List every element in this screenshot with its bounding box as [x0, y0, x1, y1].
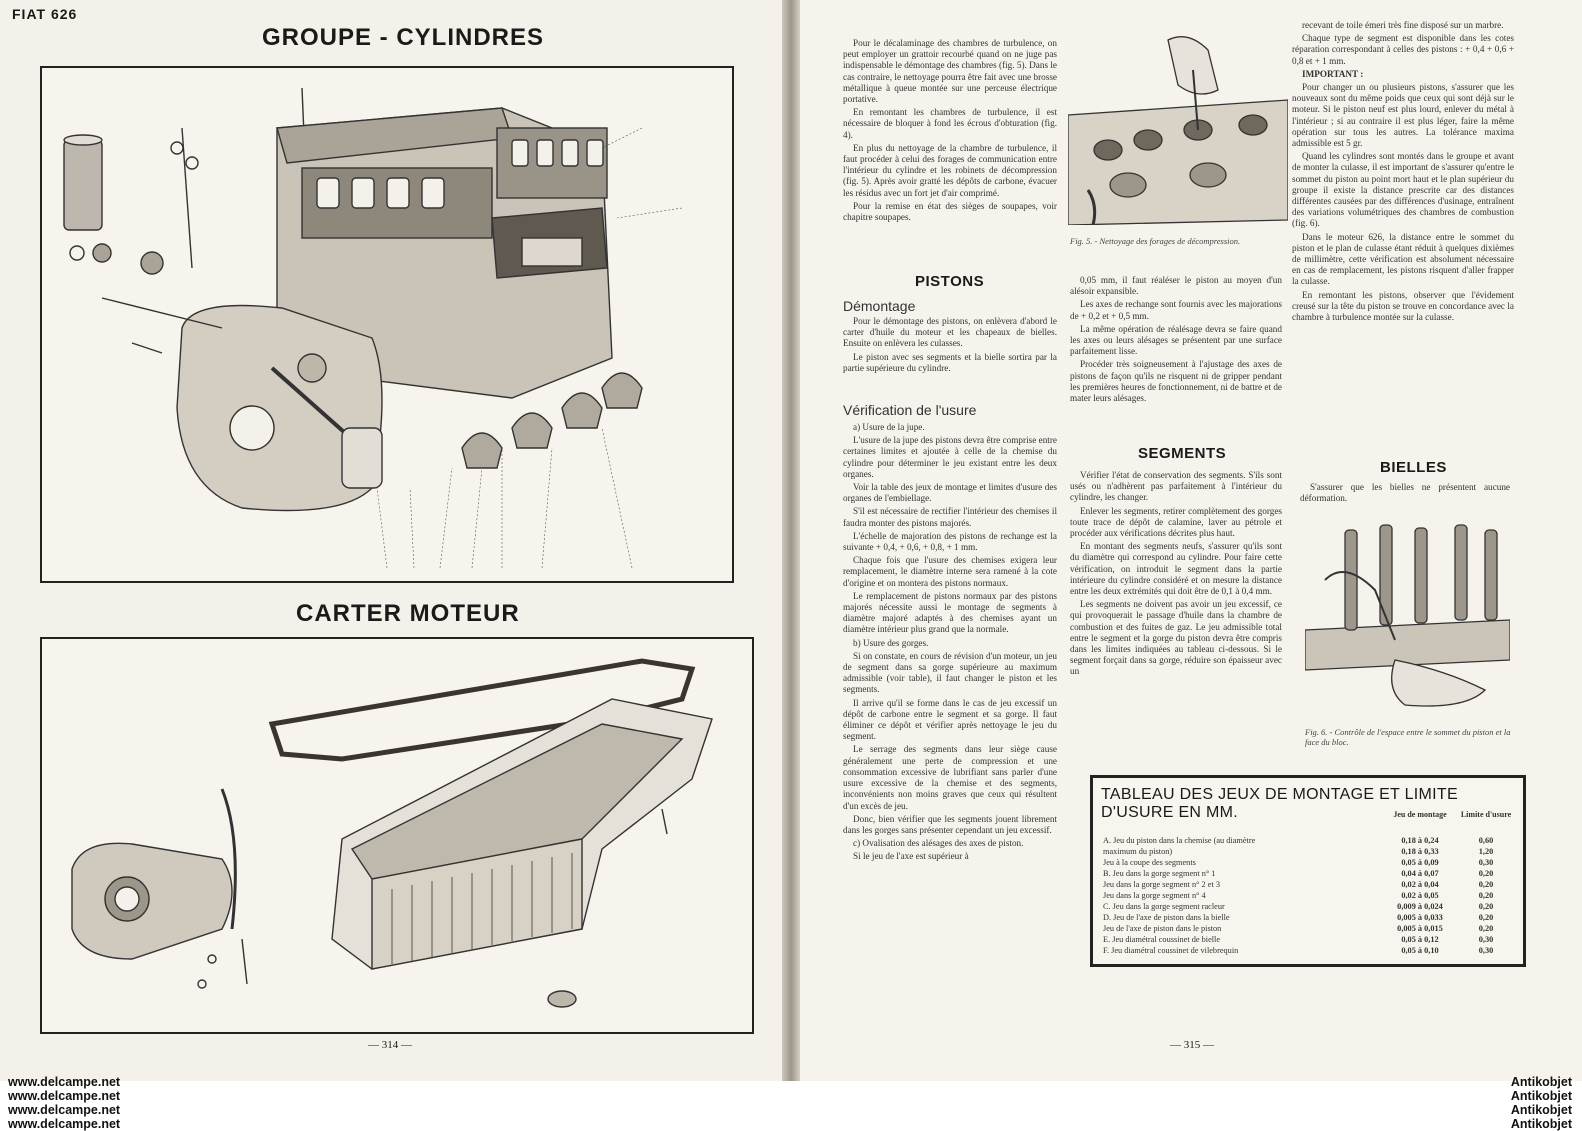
table-row — [1103, 858, 1513, 869]
heading-demontage: Démontage — [843, 298, 916, 314]
row-jeu: 0,18 à 0,33 — [1401, 847, 1439, 856]
watermark-right — [1511, 1075, 1572, 1131]
row-label: B. Jeu dans la gorge segment n° 1 — [1103, 869, 1216, 878]
row-limite: 0,30 — [1478, 935, 1494, 944]
row-jeu: 0,04 à 0,07 — [1401, 869, 1439, 878]
paragraph: Le remplacement de pistons normaux par des pistons majorés nécessite aussi le montage de segments à diamètre majoré adaptés à des chemises ayant un diamètre intérieur plus grand que la normale. — [843, 590, 1057, 635]
table-row — [1103, 935, 1513, 946]
paragraph: En remontant les pistons, observer que l'évidement creusé sur la tête du piston se trouve en concordance avec la chambre à turbulence montée sur la culasse. — [1292, 289, 1514, 323]
table-row — [1103, 946, 1513, 957]
row-limite: 0,20 — [1478, 924, 1494, 933]
paragraph: S'assurer que les bielles ne présentent aucune déformation. — [1300, 482, 1510, 504]
demontage-text — [843, 316, 1057, 376]
row-label: D. Jeu de l'axe de piston dans la bielle — [1103, 913, 1230, 922]
paragraph: b) Usure des gorges. — [853, 637, 929, 648]
table-row — [1103, 891, 1513, 902]
table-row — [1103, 847, 1513, 858]
paragraph: En montant des segments neufs, s'assurer qu'ils sont du diamètre qui correspond au cylindre. Pour faire cette vérification, on introduit le segment dans la partie intérieure du cylindre considéré et on mesure la distance entre les deux extrémités qui doit être de 0,1 à 0,4 mm. — [1070, 541, 1282, 597]
row-label: Jeu de l'axe de piston dans le piston — [1103, 924, 1222, 933]
row-label: F. Jeu diamétral coussinet de vilebrequin — [1103, 946, 1239, 955]
fig6-illustration — [1305, 520, 1510, 720]
page-number-314: — 314 — — [368, 1039, 412, 1051]
paragraph: S'il est nécessaire de rectifier l'intérieur des chemises il faudra monter des pistons majorés. — [843, 506, 1057, 528]
paragraph: a) Usure de la jupe. — [853, 422, 925, 432]
paragraph: Le serrage des segments dans leur siège cause généralement une perte de compression et une consommation excessive de lubrifiant sans parler d'une usure excessive de la chemise et des segments, inconvénients non moins graves que ceux qui résultent d'un excès de jeu. — [843, 744, 1057, 811]
paragraph: Les segments ne doivent pas avoir un jeu excessif, ce qui provoquerait le passage d'huile dans la chambre de combustion et des fuites de gaz. Le jeu admissible total entre le segment et la gorge du piston devra être compris dans les limites indiquées au tableau ci-dessous. Si le segment forçait dans sa gorge, réduire son épaisseur avec un — [1070, 599, 1282, 677]
heading-bielles: BIELLES — [1380, 459, 1447, 476]
table-row — [1103, 913, 1513, 924]
row-jeu: 0,05 à 0,12 — [1401, 935, 1439, 944]
row-limite: 0,30 — [1478, 946, 1494, 955]
paragraph: En plus du nettoyage de la chambre de turbulence, il faut procéder à celui des forages de communication entre l'intérieur du cylindre et les robinets de décompression (fig. 5). Après avoir gratté les dépôts de carbone, évacuer les résidus avec un fort jet d'air comprimé. — [843, 142, 1057, 198]
table-header-limite-usure: Limite d'usure — [1460, 810, 1512, 819]
paragraph: Quand les cylindres sont montés dans le groupe et avant de monter la culasse, il est important de s'assurer qu'entre le sommet du piston au point mort haut et le plan supérieur du groupe il existe la distance prescrite car des distances différentes causées par des différences d'usinage, entraînent des variations volumétriques des chambres de combustion (fig. 6). — [1292, 151, 1514, 229]
heading-pistons: PISTONS — [915, 273, 985, 290]
row-jeu: 0,18 à 0,24 — [1401, 836, 1439, 845]
row-label: A. Jeu du piston dans la chemise (au diamètre — [1103, 836, 1256, 845]
row-limite: 0,20 — [1478, 869, 1494, 878]
watermark-line: www.delcampe.net — [8, 1117, 121, 1131]
title-carter-moteur: CARTER MOTEUR — [296, 600, 520, 627]
row-limite: 0,20 — [1478, 902, 1494, 911]
watermark-footer — [0, 1075, 1582, 1131]
paragraph: L'échelle de majoration des pistons de rechange est la suivante + 0,4, + 0,6, + 0,8, + 1 mm. — [843, 530, 1057, 553]
watermark-line: Antikobjet — [1510, 1089, 1572, 1103]
paragraph: Enlever les segments, retirer complètement des gorges toute trace de dépôt de calamine, laver au pétrole et procéder aux vérifications décrites plus haut. — [1070, 505, 1282, 539]
paragraph: Le piston avec ses segments et la bielle sortira par la partie supérieure du cylindre. — [843, 351, 1057, 373]
tolerance-table — [1090, 775, 1526, 967]
paragraph: Vérifier l'état de conservation des segments. S'ils sont usés ou n'adhèrent pas parfaitement à l'intérieur du cylindre, les changer. — [1070, 470, 1282, 503]
left-page — [0, 0, 782, 1081]
paragraph: Pour changer un ou plusieurs pistons, s'assurer que les nouveaux sont du même poids que ceux qui sont déjà sur le moteur. Si le piston neuf est plus lourd, enlever du métal à l'intérieur ; si au contraire il est plus léger, faire la même opération sur tous les autres. La tolérance maxima admissible est 5 gr. — [1292, 82, 1514, 149]
row-label: Jeu dans la gorge segment n° 4 — [1103, 891, 1206, 900]
paragraph: Si le jeu de l'axe est supérieur à — [853, 851, 969, 862]
paragraph: Dans le moteur 626, la distance entre le sommet du piston et le plan de culasse étant réduit à quelques dixièmes de millimètre, cette vérification est absolument nécessaire en cas de remplacement, les pistons risquent d'aller frapper la culasse. — [1292, 231, 1514, 287]
table-row — [1103, 902, 1513, 913]
table-row — [1103, 880, 1513, 891]
book-gutter — [782, 0, 800, 1081]
row-jeu: 0,005 à 0,015 — [1397, 924, 1443, 933]
table-title: TABLEAU DES JEUX DE MONTAGE ET LIMITE D'USURE EN MM. — [1101, 786, 1458, 821]
row-jeu: 0,02 à 0,05 — [1401, 891, 1439, 900]
table-row — [1103, 924, 1513, 935]
watermark-line: www.delcampe.net — [8, 1103, 121, 1117]
watermark-line: www.delcampe.net — [8, 1089, 121, 1103]
paragraph: Il arrive qu'il se forme dans le cas de jeu excessif un dépôt de carbone entre le segment et sa gorge. Il faut éliminer ce dépôt et vérifier après nettoyage le jeu du segment. — [843, 697, 1057, 742]
running-header: FIAT 626 — [12, 6, 78, 22]
paragraph: recevant de toile émeri très fine disposé sur un marbre. — [1302, 20, 1504, 30]
paragraph: En remontant les chambres de turbulence, il est nécessaire de bloquer à fond les écrous d'obturation (fig. 4). — [843, 107, 1057, 140]
column2-text — [1070, 275, 1282, 406]
paragraph: Pour le décalaminage des chambres de turbulence, on peut employer un grattoir recourbé quand on ne juge pas indispensable le démontage des chambres (fig. 5). Dans le cas contraire, le nettoyage pourra être fait avec une brosse métallique à queue montée sur une perceuse électrique portative. — [843, 38, 1057, 105]
table-header-jeu-montage: Jeu de montage — [1393, 810, 1447, 819]
oil-pan-drawing — [42, 639, 752, 1032]
paragraph: La même opération de réalésage devra se faire quand les axes ou leurs alésages se présentent par une surface parfaitement lisse. — [1070, 323, 1282, 357]
row-label: E. Jeu diamétral coussinet de bielle — [1103, 935, 1221, 944]
row-label: Jeu dans la gorge segment n° 2 et 3 — [1103, 880, 1220, 889]
usure-text — [843, 422, 1057, 1032]
paragraph: Voir la table des jeux de montage et limites d'usure des organes de l'embiellage. — [843, 482, 1057, 504]
fig5-caption: Fig. 5. - Nettoyage des forages de décompression. — [1070, 236, 1241, 246]
row-label: Jeu à la coupe des segments — [1103, 858, 1196, 867]
row-limite: 1,20 — [1478, 847, 1494, 856]
table-row — [1103, 869, 1513, 880]
row-jeu: 0,005 à 0,033 — [1397, 913, 1443, 922]
fig6-caption: Fig. 6. - Contrôle de l'espace entre le sommet du piston et la face du bloc. — [1305, 727, 1511, 747]
heading-verification-usure: Vérification de l'usure — [843, 402, 977, 418]
row-jeu: 0,05 à 0,10 — [1401, 946, 1439, 955]
column3-text — [1292, 20, 1514, 450]
bielles-text — [1300, 482, 1510, 506]
paragraph: Pour la remise en état des sièges de soupapes, voir chapitre soupapes. — [843, 200, 1057, 223]
row-jeu: 0,02 à 0,04 — [1401, 880, 1439, 889]
page-number-315: — 315 — — [1170, 1039, 1214, 1051]
paragraph: Pour le démontage des pistons, on enlèvera d'abord le carter d'huile du moteur et les chapeaux de bielles. Ensuite on enlèvera les culasses. — [843, 316, 1057, 349]
paragraph: L'usure de la jupe des pistons devra être comprise entre certaines limites et ajoutée à celle de la chemise du cylindre pour déterminer le jeu existant entre les deux organes. — [843, 435, 1057, 479]
paragraph: Donc, bien vérifier que les segments jouent librement dans les gorges sans présenter cependant un jeu excessif. — [843, 813, 1057, 835]
row-limite: 0,60 — [1478, 836, 1494, 845]
figure-carter-moteur — [40, 637, 754, 1034]
row-limite: 0,20 — [1478, 880, 1494, 889]
fig5-illustration — [1068, 30, 1288, 225]
paragraph: IMPORTANT : — [1302, 68, 1364, 79]
engine-block-drawing — [42, 68, 732, 581]
row-jeu: 0,009 à 0,024 — [1397, 902, 1443, 911]
paragraph: Chaque fois que l'usure des chemises exigera leur remplacement, le diamètre interne sera ramené à la cote d'origine et on montera des pistons normaux. — [843, 555, 1057, 588]
segments-text — [1070, 470, 1282, 760]
title-groupe-cylindres: GROUPE - CYLINDRES — [262, 24, 545, 51]
row-jeu: 0,05 à 0,09 — [1401, 858, 1439, 867]
watermark-left — [8, 1075, 120, 1131]
watermark-line: Antikobjet — [1510, 1117, 1572, 1131]
intro-column — [843, 38, 1057, 225]
paragraph: Chaque type de segment est disponible dans les cotes réparation correspondant à celles des pistons : + 0,4 + 0,6 + 0,8 et + 1 mm. — [1292, 33, 1514, 66]
watermark-line: Antikobjet — [1510, 1103, 1572, 1117]
row-label: C. Jeu dans la gorge segment racleur — [1103, 902, 1225, 911]
row-limite: 0,30 — [1478, 858, 1494, 867]
paragraph: c) Ovalisation des alésages des axes de piston. — [853, 838, 1024, 849]
row-limite: 0,20 — [1478, 913, 1494, 922]
watermark-line: Antikobjet — [1510, 1075, 1572, 1089]
paragraph: Procéder très soigneusement à l'ajustage des axes de pistons de façon qu'ils ne risquent ni de gripper pendant les premières heures de fonctionnement, ni de battre et de mater leurs alésages. — [1070, 359, 1282, 404]
paragraph: Les axes de rechange sont fournis avec les majorations de + 0,2 et + 0,5 mm. — [1070, 299, 1282, 321]
heading-segments: SEGMENTS — [1138, 445, 1227, 462]
figure-groupe-cylindres — [40, 66, 734, 583]
paragraph: 0,05 mm, il faut réaléser le piston au moyen d'un alésoir expansible. — [1070, 275, 1282, 297]
watermark-line: www.delcampe.net — [8, 1075, 121, 1089]
row-label: maximum du piston) — [1103, 847, 1173, 856]
row-limite: 0,20 — [1478, 891, 1494, 900]
table-row — [1103, 836, 1513, 847]
paragraph: Si on constate, en cours de révision d'un moteur, un jeu de segment dans sa gorge supérieure au maximum admissible (voir table), il faut changer le piston et les segments. — [843, 650, 1057, 695]
